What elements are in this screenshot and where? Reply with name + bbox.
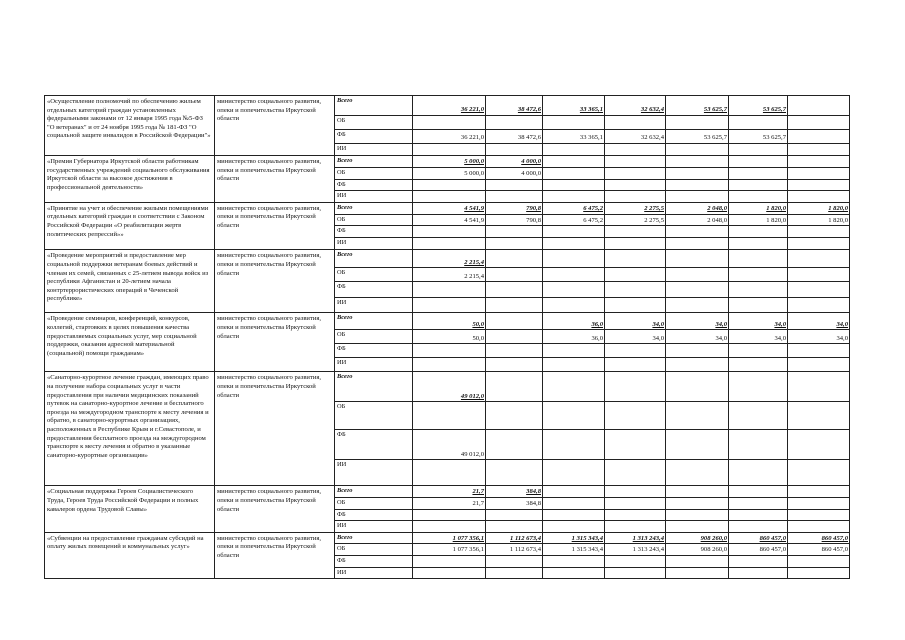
amount-cell xyxy=(605,344,666,358)
amount-cell: 36,0 xyxy=(543,313,605,330)
amount-cell xyxy=(729,191,788,203)
amount-cell xyxy=(666,497,729,509)
amount-cell: 2 275,5 xyxy=(605,214,666,226)
funding-source-label: ОБ xyxy=(335,330,413,344)
amount-cell xyxy=(605,555,666,567)
amount-cell: 5 000,0 xyxy=(413,156,486,168)
amount-cell xyxy=(666,226,729,238)
amount-cell xyxy=(666,144,729,156)
amount-cell: 34,0 xyxy=(666,313,729,330)
amount-cell xyxy=(413,179,486,191)
amount-cell xyxy=(729,497,788,509)
amount-cell: 36 221,0 xyxy=(413,96,486,116)
amount-cell: 1 820,0 xyxy=(729,202,788,214)
amount-cell xyxy=(788,430,850,460)
amount-cell xyxy=(729,460,788,486)
table-row xyxy=(45,156,850,168)
amount-cell: 2 048,0 xyxy=(666,202,729,214)
amount-cell xyxy=(729,298,788,313)
amount-cell: 36 221,0 xyxy=(413,130,486,144)
amount-cell xyxy=(729,521,788,533)
table-row xyxy=(45,202,850,214)
amount-cell xyxy=(413,226,486,238)
amount-cell xyxy=(543,497,605,509)
amount-cell xyxy=(543,298,605,313)
table-row xyxy=(45,372,850,402)
amount-cell: 34,0 xyxy=(666,330,729,344)
amount-cell xyxy=(486,372,543,402)
amount-cell xyxy=(413,521,486,533)
amount-cell: 53 625,7 xyxy=(666,130,729,144)
amount-cell: 53 625,7 xyxy=(729,96,788,116)
amount-cell: 2 215,4 xyxy=(413,268,486,282)
amount-cell xyxy=(788,130,850,144)
amount-cell xyxy=(666,238,729,250)
amount-cell xyxy=(413,282,486,298)
amount-cell xyxy=(486,191,543,203)
funding-source-label: Всего xyxy=(335,250,413,268)
amount-cell: 384,8 xyxy=(486,497,543,509)
funding-source-label: ФБ xyxy=(335,509,413,521)
amount-cell xyxy=(605,191,666,203)
amount-cell: 21,7 xyxy=(413,497,486,509)
amount-cell: 1 820,0 xyxy=(729,214,788,226)
amount-cell xyxy=(666,344,729,358)
amount-cell xyxy=(543,282,605,298)
amount-cell xyxy=(788,250,850,268)
amount-cell xyxy=(543,116,605,130)
amount-cell xyxy=(486,116,543,130)
amount-cell xyxy=(486,179,543,191)
measure-executor: министерство социального развития, опеки и попечительства Иркутской области xyxy=(215,313,335,372)
amount-cell: 860 457,0 xyxy=(788,544,850,556)
amount-cell xyxy=(543,486,605,498)
amount-cell xyxy=(486,358,543,372)
table-row xyxy=(45,532,850,544)
amount-cell: 1 313 243,4 xyxy=(605,544,666,556)
amount-cell: 1 112 673,4 xyxy=(486,532,543,544)
measure-name: «Принятие на учет и обеспечение жилыми помещениями отдельных категорий граждан в соответствии с Законом Российской Федерации «О реабилитации жертв политических репрессий»» xyxy=(45,202,215,250)
amount-cell: 4 541,9 xyxy=(413,202,486,214)
amount-cell xyxy=(666,179,729,191)
amount-cell: 1 112 673,4 xyxy=(486,544,543,556)
funding-source-label: ОБ xyxy=(335,544,413,556)
amount-cell xyxy=(486,460,543,486)
amount-cell xyxy=(729,226,788,238)
amount-cell xyxy=(605,497,666,509)
measure-executor: министерство социального развития, опеки и попечительства Иркутской области xyxy=(215,372,335,486)
amount-cell xyxy=(543,372,605,402)
amount-cell xyxy=(788,358,850,372)
amount-cell xyxy=(486,555,543,567)
amount-cell xyxy=(543,156,605,168)
amount-cell xyxy=(788,96,850,116)
amount-cell xyxy=(605,358,666,372)
amount-cell xyxy=(605,156,666,168)
amount-cell xyxy=(729,430,788,460)
amount-cell: 4 000,0 xyxy=(486,156,543,168)
amount-cell xyxy=(729,238,788,250)
amount-cell xyxy=(788,567,850,579)
amount-cell xyxy=(543,238,605,250)
funding-source-label: ОБ xyxy=(335,168,413,180)
amount-cell xyxy=(788,497,850,509)
amount-cell xyxy=(413,298,486,313)
amount-cell xyxy=(543,144,605,156)
amount-cell xyxy=(666,358,729,372)
amount-cell xyxy=(605,282,666,298)
amount-cell: 33 365,1 xyxy=(543,96,605,116)
amount-cell xyxy=(666,486,729,498)
amount-cell xyxy=(788,509,850,521)
amount-cell: 908 260,0 xyxy=(666,532,729,544)
amount-cell: 21,7 xyxy=(413,486,486,498)
measure-name: «Санаторно-курортное лечение граждан, имеющих право на получение набора социальных услуг в части предоставления при наличии медицинских показаний путевок на санаторно-курортное лечение и бесплатного проезда на междугородном транспорте к месту лечения и обратно, в санаторно-курортных организациях, расположенных в Республике Крым и г.Севастополе, и предоставления бесплатного проезда на междугородном транспорте к месту лечения и обратно в указанные санаторно-курортные организации» xyxy=(45,372,215,486)
amount-cell: 5 000,0 xyxy=(413,168,486,180)
amount-cell xyxy=(788,179,850,191)
amount-cell: 860 457,0 xyxy=(729,544,788,556)
funding-source-label: ИИ xyxy=(335,358,413,372)
amount-cell xyxy=(666,521,729,533)
amount-cell xyxy=(788,298,850,313)
amount-cell xyxy=(788,116,850,130)
amount-cell xyxy=(543,179,605,191)
funding-source-label: Всего xyxy=(335,532,413,544)
amount-cell xyxy=(543,358,605,372)
funding-source-label: Всего xyxy=(335,486,413,498)
funding-source-label: ОБ xyxy=(335,214,413,226)
amount-cell: 1 315 343,4 xyxy=(543,544,605,556)
measure-name: «Социальная поддержка Героев Социалистического Труда, Героев Труда Российской Федерации и полных кавалеров ордена Трудовой Славы» xyxy=(45,486,215,532)
amount-cell: 2 215,4 xyxy=(413,250,486,268)
funding-source-label: ИИ xyxy=(335,567,413,579)
amount-cell xyxy=(729,486,788,498)
amount-cell xyxy=(605,430,666,460)
amount-cell xyxy=(788,555,850,567)
amount-cell: 49 012,0 xyxy=(413,372,486,402)
amount-cell: 6 475,2 xyxy=(543,214,605,226)
amount-cell xyxy=(413,358,486,372)
amount-cell xyxy=(605,144,666,156)
amount-cell: 50,0 xyxy=(413,330,486,344)
amount-cell: 38 472,6 xyxy=(486,130,543,144)
amount-cell: 1 313 243,4 xyxy=(605,532,666,544)
amount-cell xyxy=(729,358,788,372)
amount-cell xyxy=(666,250,729,268)
amount-cell xyxy=(788,521,850,533)
amount-cell xyxy=(605,226,666,238)
amount-cell: 1 820,0 xyxy=(788,202,850,214)
funding-source-label: ИИ xyxy=(335,298,413,313)
amount-cell xyxy=(543,168,605,180)
amount-cell xyxy=(729,168,788,180)
measure-name: «Премия Губернатора Иркутской области работникам государственных учреждений социального обслуживания Иркутской области за высокое достижения в профессиональной деятельности» xyxy=(45,156,215,203)
amount-cell: 6 475,2 xyxy=(543,202,605,214)
amount-cell: 384,8 xyxy=(486,486,543,498)
funding-source-label: ИИ xyxy=(335,191,413,203)
amount-cell xyxy=(605,372,666,402)
funding-source-label: ИИ xyxy=(335,238,413,250)
funding-source-label: ИИ xyxy=(335,460,413,486)
amount-cell xyxy=(729,179,788,191)
amount-cell: 4 541,9 xyxy=(413,214,486,226)
amount-cell xyxy=(788,156,850,168)
amount-cell: 1 077 356,1 xyxy=(413,544,486,556)
amount-cell xyxy=(729,402,788,430)
measure-executor: министерство социального развития, опеки и попечительства Иркутской области xyxy=(215,250,335,313)
amount-cell xyxy=(788,268,850,282)
funding-source-label: ФБ xyxy=(335,344,413,358)
amount-cell xyxy=(486,298,543,313)
amount-cell xyxy=(788,282,850,298)
amount-cell xyxy=(788,372,850,402)
amount-cell xyxy=(788,226,850,238)
amount-cell xyxy=(666,460,729,486)
amount-cell xyxy=(605,268,666,282)
amount-cell: 2 275,5 xyxy=(605,202,666,214)
amount-cell xyxy=(729,555,788,567)
amount-cell xyxy=(605,116,666,130)
measure-name: «Проведение мероприятий и предоставление мер социальной поддержки ветеранам боевых действий и членам их семей, связанных с 25-летием вывода войск из республики Афганистан и 20-летием начала контртеррористических операций в Чеченской республике» xyxy=(45,250,215,313)
table-row xyxy=(45,486,850,498)
amount-cell xyxy=(729,156,788,168)
amount-cell xyxy=(486,238,543,250)
amount-cell xyxy=(605,567,666,579)
funding-source-label: ОБ xyxy=(335,402,413,430)
funding-source-label: ИИ xyxy=(335,521,413,533)
amount-cell xyxy=(486,402,543,430)
funding-source-label: ОБ xyxy=(335,116,413,130)
amount-cell: 49 012,0 xyxy=(413,430,486,460)
measure-executor: министерство социального развития, опеки и попечительства Иркутской области xyxy=(215,156,335,203)
amount-cell xyxy=(486,521,543,533)
amount-cell: 32 632,4 xyxy=(605,130,666,144)
amount-cell xyxy=(413,344,486,358)
amount-cell xyxy=(666,116,729,130)
amount-cell xyxy=(788,168,850,180)
amount-cell xyxy=(605,521,666,533)
amount-cell xyxy=(729,344,788,358)
measure-name: «Осуществление полномочий по обеспечению жильем отдельных категорий граждан установленных федеральными законами от 12 января 1995 года №5-ФЗ "О ветеранах" и от 24 ноября 1995 года № 181-ФЗ "О социальной защите инвалидов в Российской Федерации"» xyxy=(45,96,215,156)
amount-cell: 1 820,0 xyxy=(788,214,850,226)
amount-cell xyxy=(486,344,543,358)
measure-name: «Проведение семинаров, конференций, конкурсов, коллегий, стартовких в целях повышения качества предоставляемых социальных услуг, мер социальной поддержки, оказания адресной материальной (социальной) помощи гражданам» xyxy=(45,313,215,372)
amount-cell: 34,0 xyxy=(605,313,666,330)
amount-cell: 4 000,0 xyxy=(486,168,543,180)
budget-table-body xyxy=(45,96,850,579)
amount-cell xyxy=(543,191,605,203)
amount-cell xyxy=(666,555,729,567)
amount-cell: 1 315 343,4 xyxy=(543,532,605,544)
measure-name: «Субвенции на предоставление гражданам субсидий на оплату жилых помещений и коммунальных услуг» xyxy=(45,532,215,578)
funding-source-label: Всего xyxy=(335,202,413,214)
amount-cell xyxy=(605,298,666,313)
amount-cell xyxy=(666,402,729,430)
amount-cell xyxy=(605,168,666,180)
funding-source-label: Всего xyxy=(335,156,413,168)
funding-source-label: Всего xyxy=(335,313,413,330)
amount-cell xyxy=(486,268,543,282)
amount-cell xyxy=(413,509,486,521)
measure-executor: министерство социального развития, опеки и попечительства Иркутской области xyxy=(215,532,335,578)
amount-cell xyxy=(543,567,605,579)
amount-cell: 34,0 xyxy=(729,330,788,344)
amount-cell xyxy=(543,250,605,268)
funding-source-label: ФБ xyxy=(335,226,413,238)
amount-cell xyxy=(486,430,543,460)
amount-cell: 34,0 xyxy=(788,330,850,344)
amount-cell xyxy=(729,567,788,579)
amount-cell xyxy=(605,509,666,521)
funding-source-label: ОБ xyxy=(335,497,413,509)
amount-cell xyxy=(605,250,666,268)
funding-source-label: ОБ xyxy=(335,268,413,282)
amount-cell xyxy=(486,250,543,268)
amount-cell xyxy=(788,460,850,486)
amount-cell xyxy=(486,567,543,579)
amount-cell xyxy=(788,238,850,250)
amount-cell xyxy=(605,486,666,498)
table-row xyxy=(45,96,850,116)
amount-cell xyxy=(788,344,850,358)
amount-cell: 1 077 356,1 xyxy=(413,532,486,544)
amount-cell xyxy=(486,509,543,521)
amount-cell xyxy=(788,144,850,156)
amount-cell xyxy=(666,298,729,313)
table-row xyxy=(45,313,850,330)
amount-cell: 34,0 xyxy=(788,313,850,330)
amount-cell xyxy=(605,238,666,250)
amount-cell: 908 260,0 xyxy=(666,544,729,556)
funding-source-label: Всего xyxy=(335,372,413,402)
amount-cell xyxy=(788,486,850,498)
amount-cell xyxy=(666,509,729,521)
amount-cell: 50,0 xyxy=(413,313,486,330)
amount-cell xyxy=(666,156,729,168)
amount-cell: 34,0 xyxy=(729,313,788,330)
amount-cell xyxy=(543,509,605,521)
amount-cell xyxy=(788,191,850,203)
amount-cell xyxy=(666,567,729,579)
amount-cell xyxy=(543,344,605,358)
funding-source-label: ИИ xyxy=(335,144,413,156)
amount-cell xyxy=(729,268,788,282)
amount-cell xyxy=(605,179,666,191)
amount-cell: 53 625,7 xyxy=(666,96,729,116)
amount-cell: 53 625,7 xyxy=(729,130,788,144)
amount-cell xyxy=(666,282,729,298)
funding-source-label: ФБ xyxy=(335,430,413,460)
measure-executor: министерство социального развития, опеки и попечительства Иркутской области xyxy=(215,202,335,250)
amount-cell xyxy=(729,116,788,130)
amount-cell xyxy=(666,372,729,402)
amount-cell: 860 457,0 xyxy=(788,532,850,544)
amount-cell xyxy=(413,144,486,156)
amount-cell xyxy=(413,116,486,130)
amount-cell xyxy=(666,168,729,180)
budget-table xyxy=(44,95,850,579)
amount-cell: 860 457,0 xyxy=(729,532,788,544)
amount-cell xyxy=(413,567,486,579)
funding-source-label: ФБ xyxy=(335,555,413,567)
amount-cell xyxy=(543,226,605,238)
amount-cell xyxy=(666,191,729,203)
amount-cell xyxy=(666,268,729,282)
amount-cell xyxy=(486,330,543,344)
funding-source-label: Всего xyxy=(335,96,413,116)
amount-cell xyxy=(729,282,788,298)
amount-cell xyxy=(788,402,850,430)
amount-cell: 33 365,1 xyxy=(543,130,605,144)
amount-cell: 790,8 xyxy=(486,214,543,226)
amount-cell: 34,0 xyxy=(605,330,666,344)
amount-cell xyxy=(543,555,605,567)
amount-cell xyxy=(729,144,788,156)
amount-cell xyxy=(486,282,543,298)
amount-cell xyxy=(605,402,666,430)
amount-cell: 790,8 xyxy=(486,202,543,214)
amount-cell: 2 048,0 xyxy=(666,214,729,226)
amount-cell: 36,0 xyxy=(543,330,605,344)
amount-cell xyxy=(543,521,605,533)
amount-cell xyxy=(486,144,543,156)
measure-executor: министерство социального развития, опеки и попечительства Иркутской области xyxy=(215,96,335,156)
funding-source-label: ФБ xyxy=(335,130,413,144)
amount-cell xyxy=(729,250,788,268)
amount-cell: 32 632,4 xyxy=(605,96,666,116)
amount-cell xyxy=(413,460,486,486)
amount-cell xyxy=(543,460,605,486)
amount-cell xyxy=(486,226,543,238)
measure-executor: министерство социального развития, опеки и попечительства Иркутской области xyxy=(215,486,335,532)
funding-source-label: ФБ xyxy=(335,179,413,191)
amount-cell xyxy=(729,372,788,402)
amount-cell xyxy=(666,430,729,460)
amount-cell xyxy=(605,460,666,486)
amount-cell xyxy=(543,402,605,430)
amount-cell xyxy=(543,268,605,282)
amount-cell xyxy=(729,509,788,521)
funding-source-label: ФБ xyxy=(335,282,413,298)
amount-cell xyxy=(543,430,605,460)
amount-cell xyxy=(413,191,486,203)
amount-cell: 38 472,6 xyxy=(486,96,543,116)
amount-cell xyxy=(413,402,486,430)
amount-cell xyxy=(413,555,486,567)
table-row xyxy=(45,250,850,268)
amount-cell xyxy=(486,313,543,330)
amount-cell xyxy=(413,238,486,250)
